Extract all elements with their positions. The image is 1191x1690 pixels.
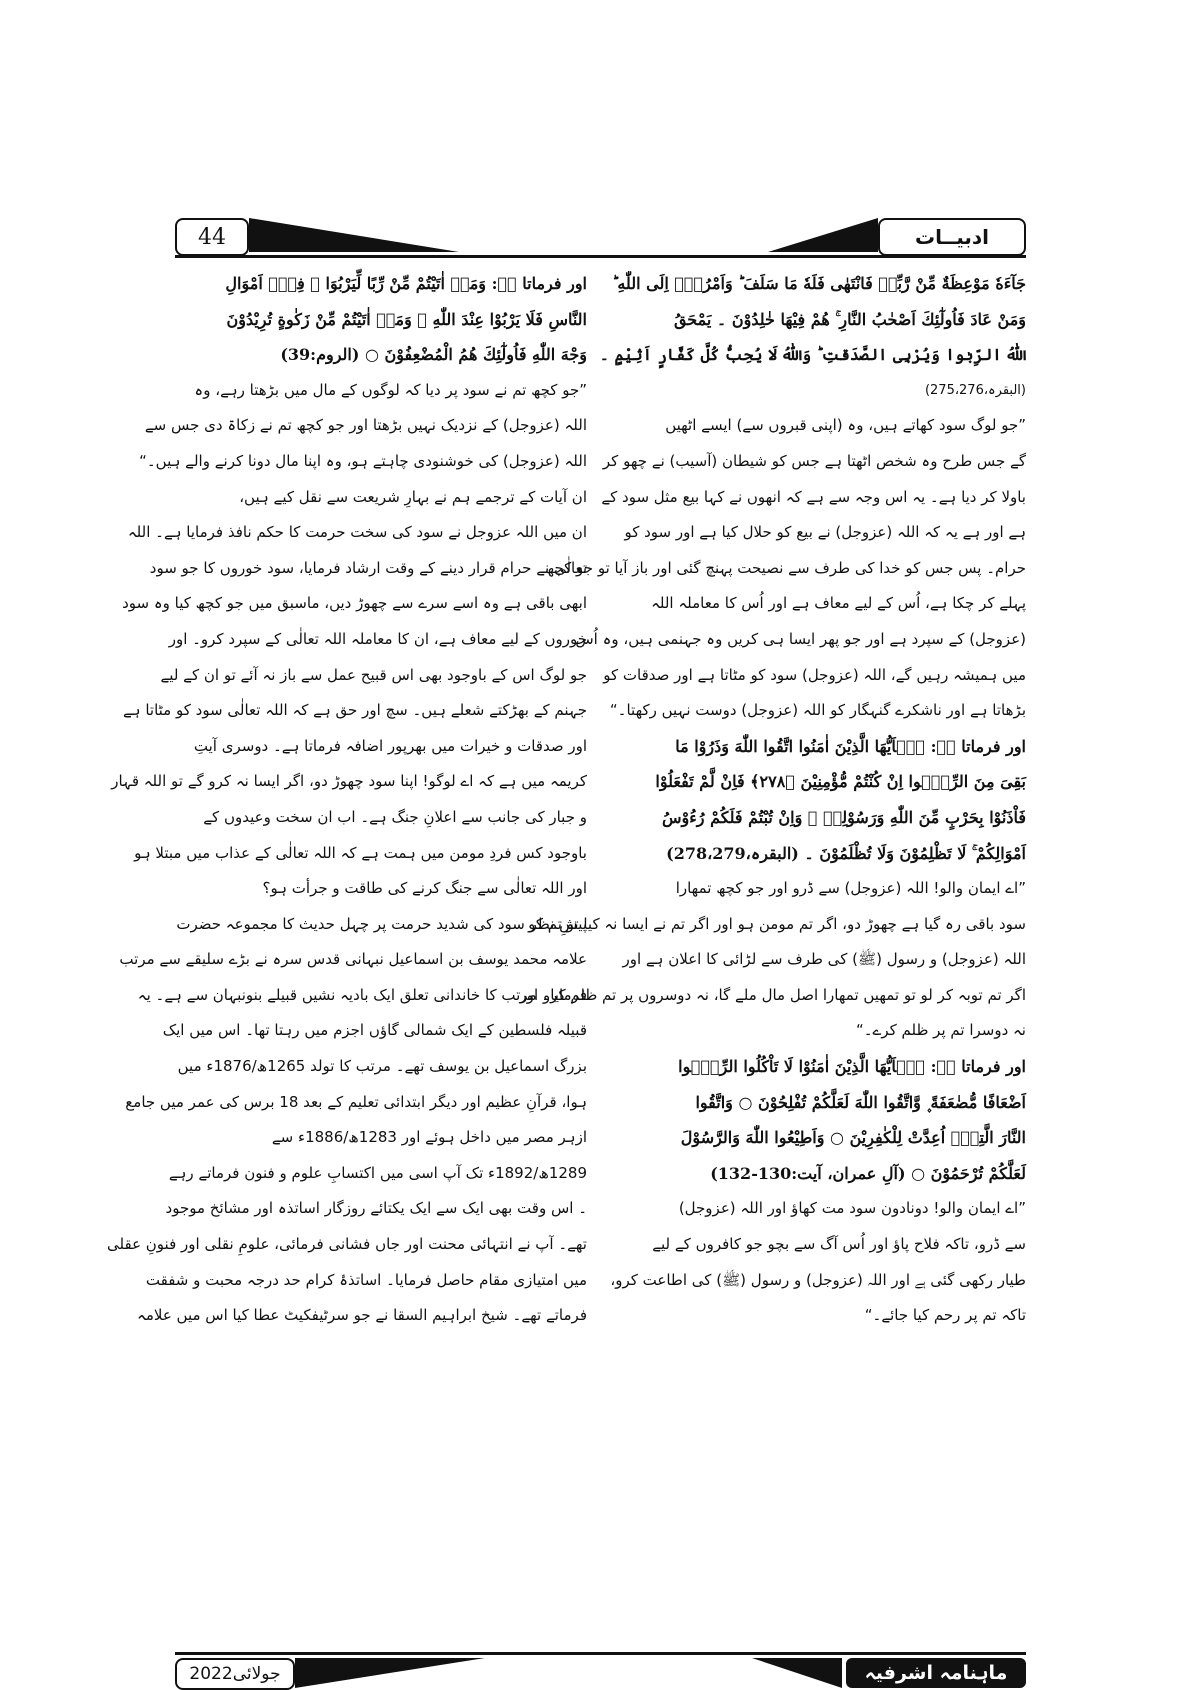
text-line: اور فرماتا ہے: يٰۤاَيُّهَا الَّذِيْنَ اٰمَنُوا اتَّقُوا اللّٰهَ وَذَرُوْا مَا [675, 736, 1026, 756]
text-line: اور اللہ تعالٰی سے جنگ کرنے کی طاقت و جرأت ہو؟ [262, 879, 587, 898]
text-line: جَآءَهٗ مَوْعِظَةٌ مِّنْ رَّبِّهٖ فَانْتَهٰى فَلَهٗ مَا سَلَفَ ؕ وَاَمْرُهٗۤ اِلَى اللّٰهِ ؕ [612, 274, 1026, 293]
text-line: النَّاسِ فَلَا يَرْبُوْا عِنْدَ اللّٰهِ ۚ وَمَاۤ اٰتَيْتُمْ مِّنْ زَكٰوةٍ تُرِيْدُوْنَ [226, 309, 587, 329]
text-line: اَمْوَالِكُمْ ۚ لَا تَظْلِمُوْنَ وَلَا تُظْلَمُوْنَ ۔ (البقرہ،278،279) [666, 843, 1026, 863]
text-line: ان آیات کے ترجمے ہم نے بہارِ شریعت سے نقل کیے ہیں، [239, 487, 587, 506]
text-line: اللہ (عزوجل) کی خوشنودی چاہتے ہو، وہ اپنا مال دونا کرنے والے ہیں۔“ [139, 451, 587, 470]
text-line: خوروں کے لیے معاف ہے، ان کا معاملہ اللہ تعالٰی کے سپرد کرو۔ اور [168, 629, 587, 648]
text-line: باوجود کس فردِ مومن میں ہمت ہے کہ اللہ تعالٰی کے عذاب میں مبتلا ہو [134, 843, 587, 862]
text-line: ”جو کچھ تم نے سود پر دیا کہ لوگوں کے مال میں بڑھتا رہے، وہ [194, 380, 587, 399]
text-line: گے جس طرح وہ شخص اٹھتا ہے جس کو شیطان (آسیب) نے چھو کر [602, 451, 1026, 470]
page-footer [175, 1652, 1026, 1690]
text-line: اور فرماتا ہے: يٰۤاَيُّهَا الَّذِيْنَ اٰمَنُوْا لَا تَاْكُلُوا الرِّبٰۤوا [678, 1057, 1026, 1077]
text-line: ”اے ایمان والو! اللہ (عزوجل) سے ڈرو اور جو کچھ تمھارا [675, 879, 1026, 898]
text-line: سود باقی رہ گیا ہے چھوڑ دو، اگر تم مومن ہو اور اگر تم نے ایسا نہ کیا تو تم کو [528, 914, 1026, 933]
footer-left-ornament [295, 1658, 485, 1688]
text-line: اللہ (عزوجل) و رسول (ﷺ) کی طرف سے لڑائی کا اعلان ہے اور [622, 950, 1026, 969]
header-left-ornament [249, 218, 459, 252]
text-line: 1289ھ/1892ء تک آپ اسی میں اکتسابِ علوم و فنون فرماتے رہے [168, 1163, 587, 1182]
section-title: ادبیــات [878, 218, 1026, 256]
text-line: میں ہمیشہ رہیں گے، اللہ (عزوجل) سود کو مٹاتا ہے اور صدقات کو [603, 665, 1026, 684]
text-line: و جبار کی جانب سے اعلانِ جنگ ہے۔ اب ان سخت وعیدوں کے [203, 807, 587, 826]
text-line: ”جو لوگ سود کھاتے ہیں، وہ (اپنی قبروں سے) ایسے اٹھیں [665, 416, 1026, 435]
text-line: وَمَنْ عَادَ فَاُولٰٓئِكَ اَصْحٰبُ النَّارِ ۚ هُمْ فِيْهَا خٰلِدُوْنَ ۔ يَمْحَقُ [673, 309, 1026, 329]
text-line: تاکہ تم پر رحم کیا جائے۔“ [864, 1306, 1026, 1325]
text-line: تعالٰی نے حرام قرار دینے کے وقت ارشاد فرمایا، سود خوروں کا جو سود [149, 558, 587, 577]
text-line: اور فرماتا ہے: وَمَاۤ اٰتَيْتُمْ مِّنْ رِّبًا لِّيَرْبُوَا ۠ فِىْۤ اَمْوَالِ [225, 274, 587, 293]
text-line: اللّٰهُ الرِّبٰوا وَيُرْبِى الصَّدَقٰتِ ؕ وَاللّٰهُ لَا يُحِبُّ كُلَّ كَفَّارٍ اَثِيْمٍ ۔ [599, 345, 1026, 365]
text-line: طیار رکھی گئی ہے اور اللہ (عزوجل) و رسول (ﷺ) کی اطاعت کرو، [610, 1270, 1026, 1289]
footer-right-ornament [752, 1658, 842, 1688]
text-line: تھے۔ آپ نے انتہائی محنت اور جاں فشانی فرمائی، علومِ نقلی اور فنونِ عقلی [107, 1235, 587, 1254]
text-line: ابھی باقی ہے وہ اسے سرے سے چھوڑ دیں، ماسبق میں جو کچھ کیا وہ سود [122, 594, 587, 613]
text-line: ہے اور ہے یہ کہ اللہ (عزوجل) نے بیع کو حلال کیا ہے اور سود کو [624, 523, 1026, 542]
text-line: ازہر مصر میں داخل ہوئے اور 1283ھ/1886ء سے [271, 1128, 587, 1147]
text-line: سے ڈرو، تاکہ فلاح پاؤ اور اُس آگ سے بچو جو کافروں کے لیے [652, 1235, 1026, 1254]
text-line: نہ دوسرا تم پر ظلم کرے۔“ [855, 1021, 1026, 1040]
issue-date: جولائی2022 [175, 1658, 295, 1690]
text-line: اور صدقات و خیرات میں بھرپور اضافہ فرماتا ہے۔ دوسری آیتِ [193, 736, 587, 755]
text-line: (عزوجل) کے سپرد ہے اور جو پھر ایسا ہی کریں وہ جہنمی ہیں، وہ اُس [575, 629, 1026, 648]
text-line: کریمہ میں ہے کہ اے لوگو! اپنا سود چھوڑ دو، اگر ایسا نہ کرو گے تو اللہ قہار [111, 772, 587, 791]
text-line: لَعَلَّكُمْ تُرْحَمُوْنَ ○ (آلِ عمران، آیت:130-132) [710, 1163, 1026, 1183]
text-line: بَقِىَ مِنَ الرِّبٰۤوا اِنْ كُنْتُمْ مُّؤْمِنِيْنَ ﴿۲۷۸﴾ فَاِنْ لَّمْ تَفْعَلُوْا [655, 772, 1026, 792]
text-line: اَضْعَافًا مُّضٰعَفَةً ۪ وَّاتَّقُوا اللّٰهَ لَعَلَّكُمْ تُفْلِحُوْنَ ○ وَاتَّقُوا [695, 1092, 1026, 1112]
text-line: باولا کر دیا ہے۔ یہ اس وجہ سے ہے کہ انھوں نے کہا بیع مثل سود کے [601, 487, 1026, 506]
page-number: 44 [175, 218, 249, 256]
page-header [175, 218, 1026, 258]
text-line: پیشِ نظر سود کی شدید حرمت پر چہل حدیث کا مجموعہ حضرت [176, 914, 587, 933]
text-line: علامہ محمد یوسف بن اسماعیل نبہانی قدس سرہ نے بڑے سلیقے سے مرتب [119, 950, 587, 969]
right-text-column [519, 266, 1026, 1651]
text-line: اللہ (عزوجل) کے نزدیک نہیں بڑھتا اور جو کچھ تم نے زکاۃ دی جس سے [144, 416, 587, 435]
text-line: (البقرہ،275،276) [924, 382, 1026, 398]
text-line: اگر تم توبہ کر لو تو تمھیں تمھارا اصل مال ملے گا، نہ دوسروں پر تم ظلم کرو اور [519, 985, 1026, 1004]
header-right-ornament [768, 218, 878, 252]
text-line: ۔ اس وقت بھی ایک سے ایک یکتائے روزگار اساتذہ اور مشائخ موجود [165, 1199, 587, 1218]
text-line: فرماتے تھے۔ شیخ ابراہیم السقا نے جو سرٹیفکیٹ عطا کیا اس میں علامہ [137, 1306, 587, 1325]
footer-rule [175, 1652, 1026, 1655]
text-line: پہلے کر چکا ہے، اُس کے لیے معاف ہے اور اُس کا معاملہ اللہ [651, 594, 1026, 613]
text-line: قبیلہ فلسطین کے ایک شمالی گاؤں اجزم میں رہتا تھا۔ اس میں ایک [162, 1021, 587, 1040]
text-line: بزرگ اسماعیل بن یوسف تھے۔ مرتب کا تولد 1265ھ/1876ء میں [177, 1057, 587, 1076]
text-line: جو لوگ اس کے باوجود بھی اس قبیح عمل سے باز نہ آئے تو ان کے لیے [160, 665, 587, 684]
text-line: ”اے ایمان والو! دونادون سود مت کھاؤ اور اللہ (عزوجل) [678, 1199, 1026, 1218]
text-line: حرام۔ پس جس کو خدا کی طرف سے نصیحت پہنچ گئی اور باز آیا تو جو کچھ [544, 558, 1026, 577]
left-text-column [107, 266, 587, 1651]
text-line: جہنم کے بھڑکتے شعلے ہیں۔ سچ اور حق ہے کہ اللہ تعالٰی سود کو مٹاتا ہے [122, 701, 587, 720]
text-line: فرمایا۔ مرتب کا خاندانی تعلق ایک بادیہ نشیں قبیلے بنونبہان سے ہے۔ یہ [137, 985, 587, 1004]
text-line: ہوا، قرآنِ عظیم اور دیگر ابتدائی تعلیم کے بعد 18 برس کی عمر میں جامع [125, 1092, 587, 1111]
text-line: فَاْذَنُوْا بِحَرْبٍ مِّنَ اللّٰهِ وَرَسُوْلِهٖ ۚ وَاِنْ تُبْتُمْ فَلَكُمْ رُءُوْسُ [662, 807, 1026, 827]
magazine-name: ماہنامہ اشرفیہ [846, 1658, 1026, 1688]
text-line: میں امتیازی مقام حاصل فرمایا۔ اساتذۂ کرام حد درجہ محبت و شفقت [145, 1270, 587, 1289]
text-line: النَّارَ الَّتِىْۤ اُعِدَّتْ لِلْكٰفِرِيْنَ ○ وَاَطِيْعُوا اللّٰهَ وَالرَّسُوْلَ [680, 1128, 1026, 1148]
text-line: وَجْهَ اللّٰهِ فَاُولٰٓئِكَ هُمُ الْمُضْعِفُوْنَ ○ (الروم:39) [280, 345, 587, 365]
text-line: بڑھاتا ہے اور ناشکرے گنہگار کو اللہ (عزوجل) دوست نہیں رکھتا۔“ [609, 701, 1026, 720]
text-line: ان میں اللہ عزوجل نے سود کی سخت حرمت کا حکم نافذ فرمایا ہے۔ اللہ [127, 523, 587, 542]
